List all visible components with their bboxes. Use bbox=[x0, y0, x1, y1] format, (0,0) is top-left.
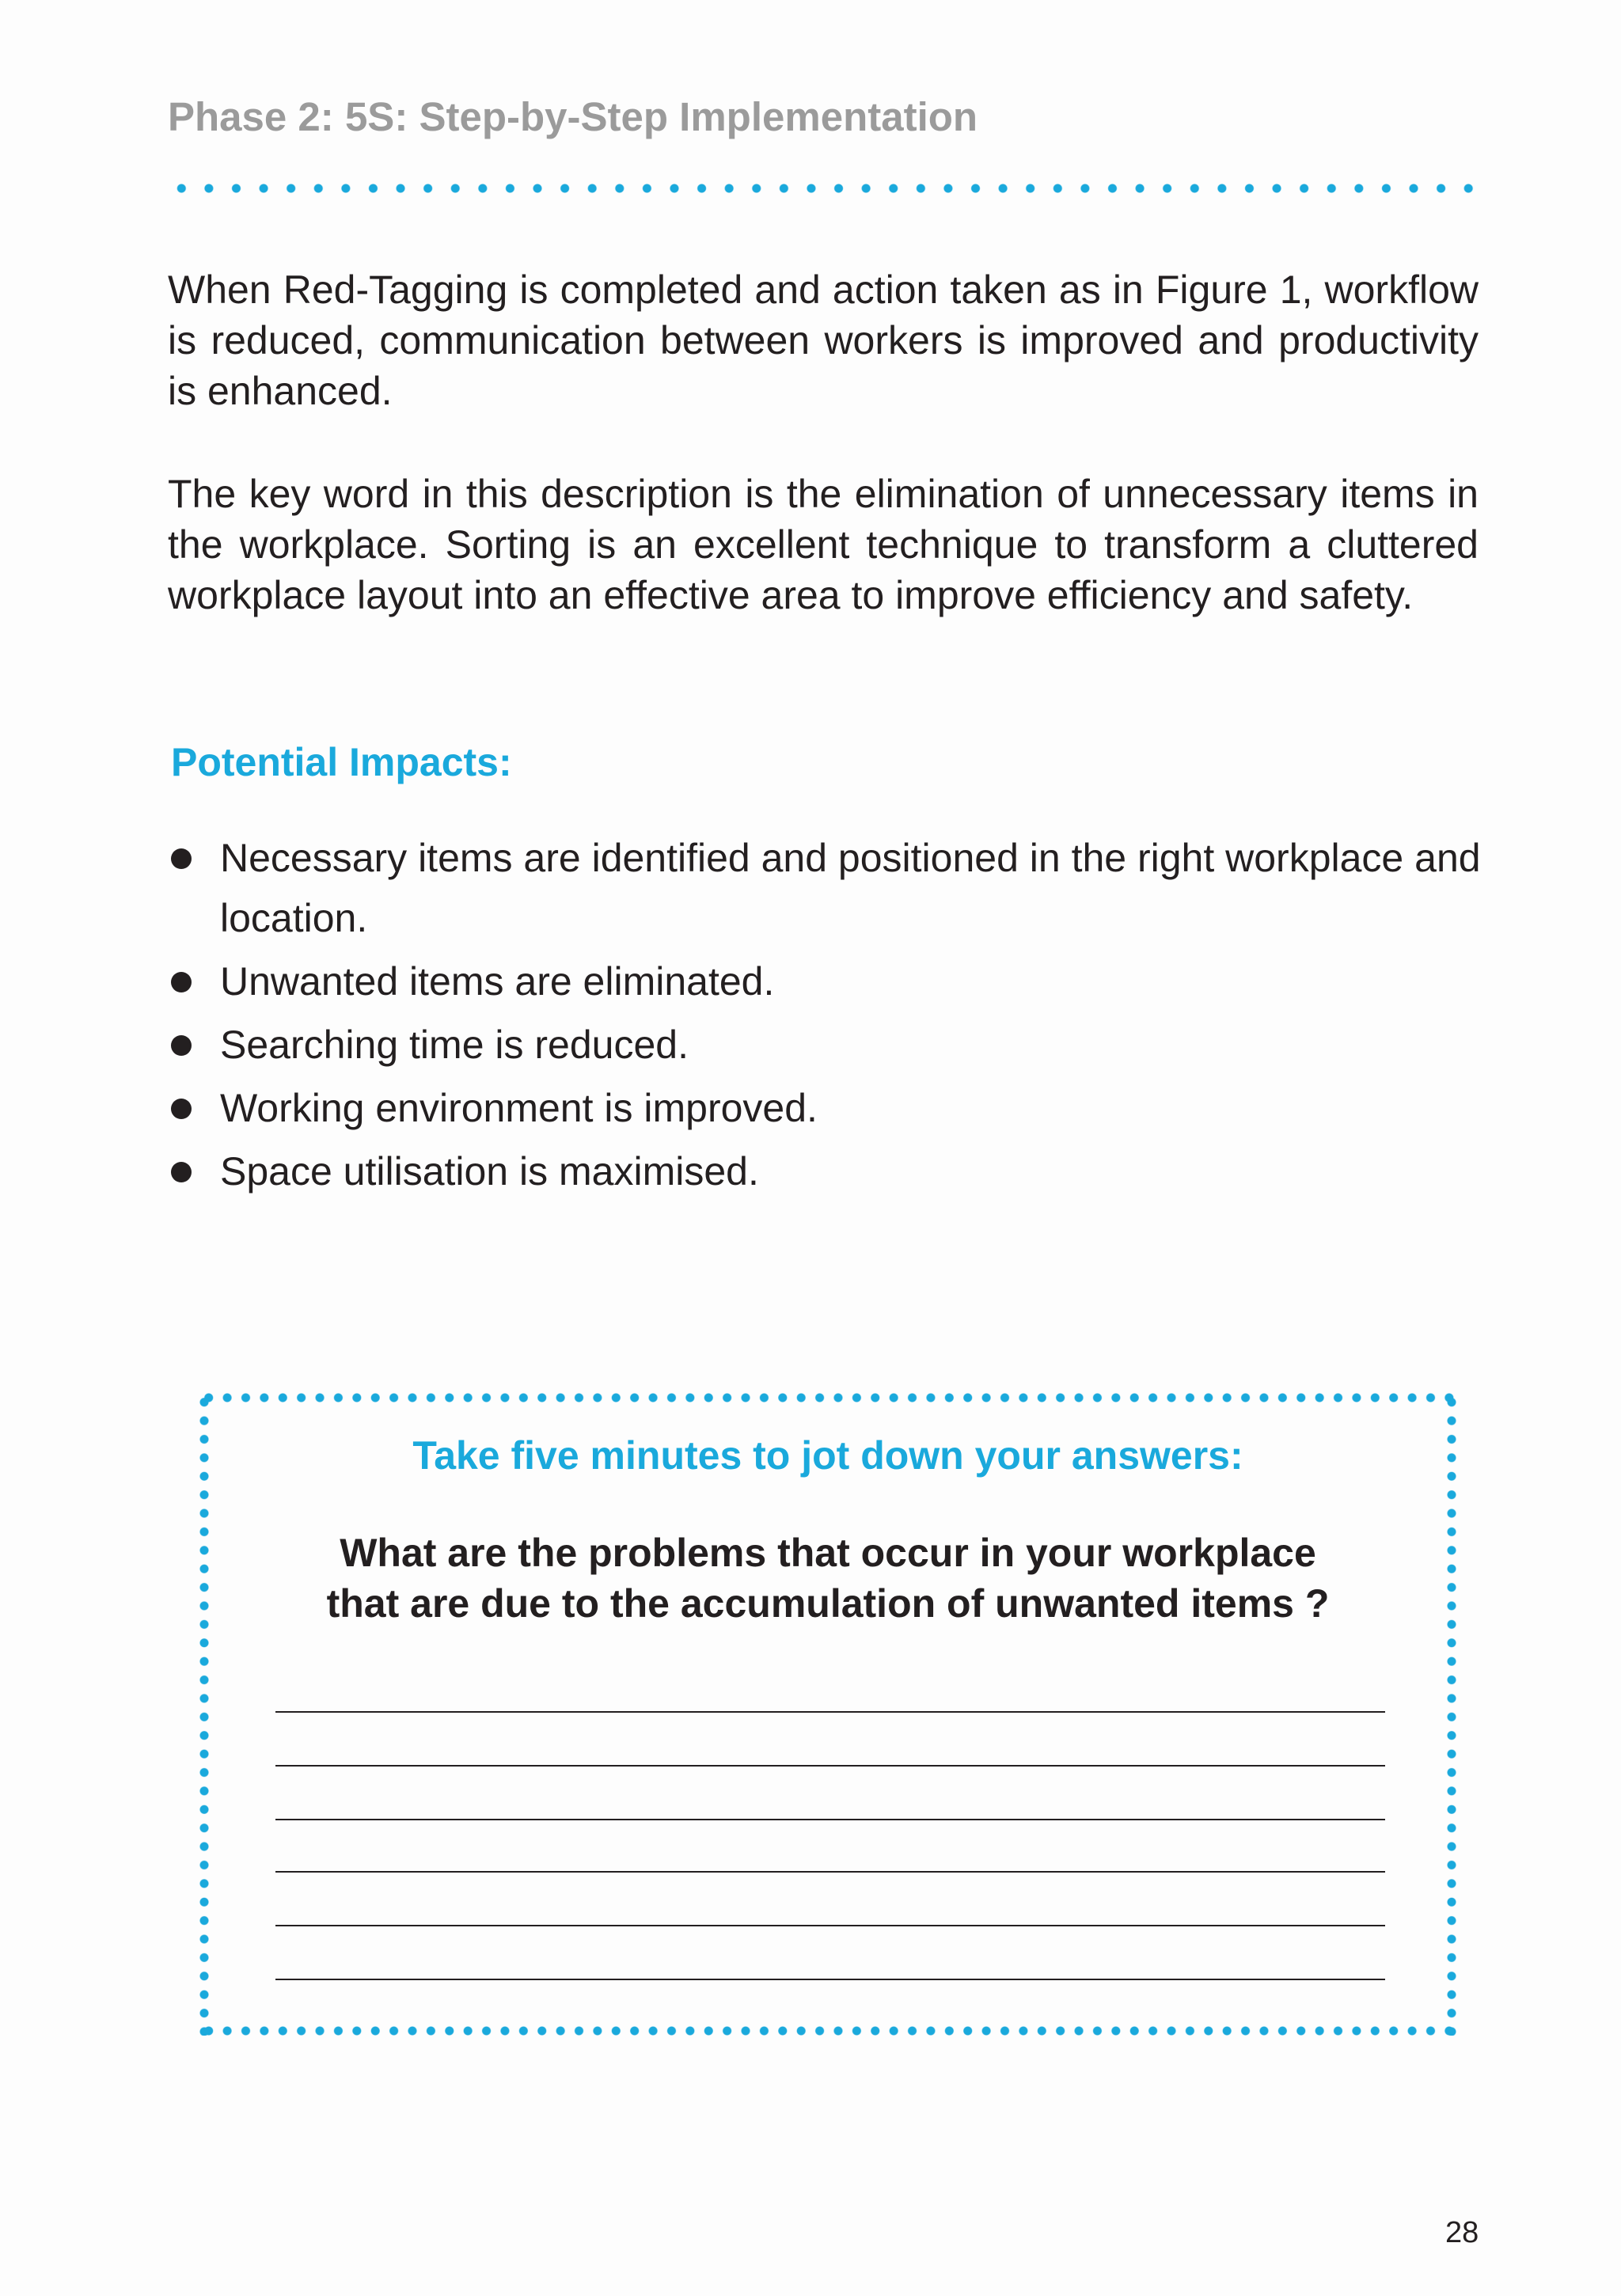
exercise-question bbox=[199, 1528, 1456, 1629]
dotted-border-bottom bbox=[199, 2026, 1456, 2036]
list-item-text: Necessary items are identified and positioned in the right workplace and location. bbox=[220, 836, 1481, 940]
dotted-border-top bbox=[199, 1393, 1456, 1402]
list-item-text: Working environment is improved. bbox=[220, 1086, 818, 1130]
answer-line-5[interactable] bbox=[275, 1925, 1385, 1926]
bullet-icon bbox=[171, 1162, 192, 1182]
body-paragraph-1: When Red-Tagging is completed and action taken as in Figure 1, workflow is reduced, communication between workers is improved and productivity is enhanced. bbox=[168, 268, 1479, 413]
exercise-question-line-2: that are due to the accumulation of unwanted items ? bbox=[326, 1581, 1330, 1626]
bullet-icon bbox=[171, 848, 192, 869]
list-item-text: Searching time is reduced. bbox=[220, 1023, 689, 1067]
dotted-border-left bbox=[199, 1393, 209, 2036]
bullet-icon bbox=[171, 972, 192, 992]
answer-line-3[interactable] bbox=[275, 1819, 1385, 1820]
dotted-divider bbox=[168, 183, 1482, 194]
body-paragraph-2: The key word in this description is the elimination of unnecessary items in the workplace. Sorting is an excellent technique to transform a cluttered workplace layout into an effective area to improve efficiency and safety. bbox=[168, 472, 1479, 617]
exercise-box bbox=[199, 1393, 1456, 2036]
page-number: 28 bbox=[1445, 2216, 1479, 2249]
bullet-icon bbox=[171, 1099, 192, 1119]
answer-line-6[interactable] bbox=[275, 1979, 1385, 1980]
bullet-icon bbox=[171, 1035, 192, 1056]
section-heading-potential-impacts: Potential Impacts: bbox=[171, 740, 512, 784]
exercise-title: Take five minutes to jot down your answers: bbox=[412, 1433, 1243, 1478]
dotted-border-right bbox=[1447, 1393, 1456, 2036]
list-item bbox=[168, 828, 1482, 948]
page-header: Phase 2: 5S: Step-by-Step Implementation bbox=[168, 94, 978, 139]
impacts-list bbox=[168, 828, 1482, 1205]
list-item-text: Unwanted items are eliminated. bbox=[220, 959, 775, 1004]
answer-line-1[interactable] bbox=[275, 1711, 1385, 1713]
list-item bbox=[168, 951, 1482, 1011]
list-item bbox=[168, 1141, 1482, 1201]
answer-line-2[interactable] bbox=[275, 1765, 1385, 1767]
list-item bbox=[168, 1015, 1482, 1075]
answer-line-4[interactable] bbox=[275, 1871, 1385, 1873]
list-item-text: Space utilisation is maximised. bbox=[220, 1149, 759, 1194]
exercise-question-line-1: What are the problems that occur in your workplace bbox=[340, 1531, 1316, 1575]
list-item bbox=[168, 1078, 1482, 1138]
